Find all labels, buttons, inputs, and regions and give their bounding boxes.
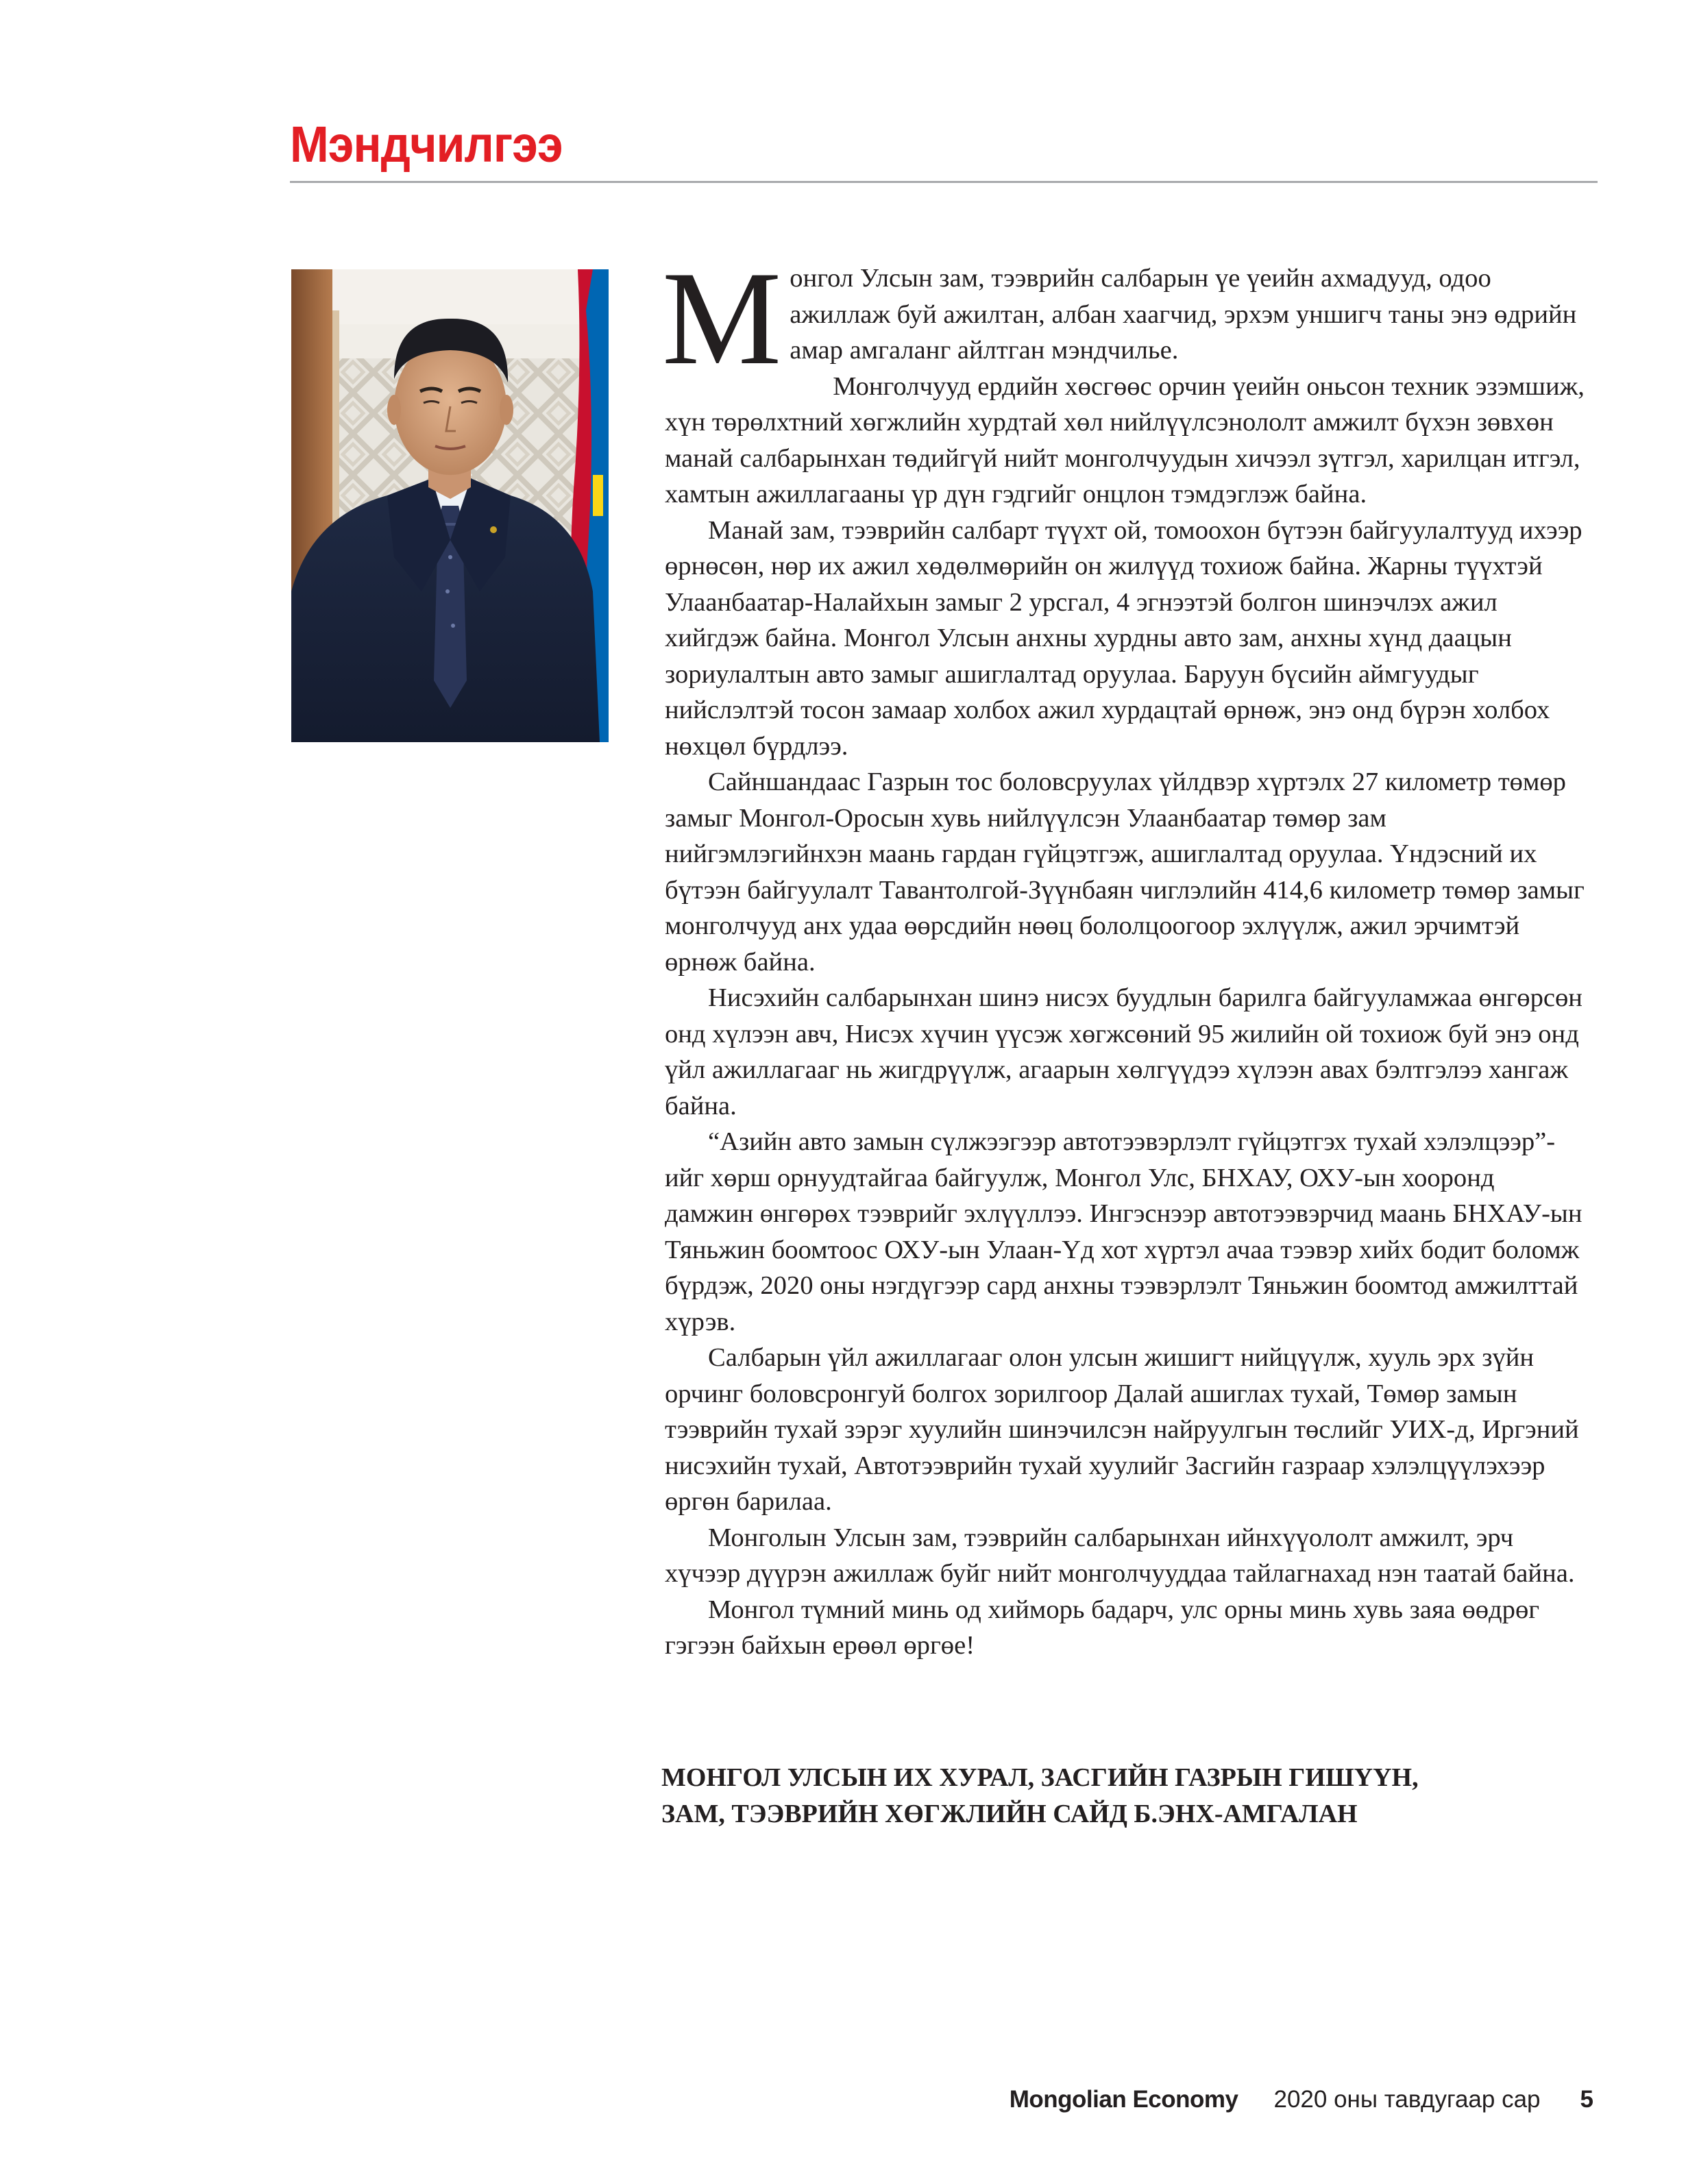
- page-footer: [1010, 2086, 1593, 2118]
- minister-portrait: [291, 269, 609, 742]
- issue-date: 2020 оны тавдугаар сар: [1273, 2086, 1541, 2113]
- magazine-name: Mongolian Economy: [1009, 2086, 1238, 2113]
- opening-paragraph: [662, 244, 1587, 393]
- paragraph: Манай зам, тээврийн салбарт түүхт ой, томоохон бүтээн байгуулалтууд ихээр өрнөсөн, нөр их ажил хөдөлмөрийн он жилүүд тохиож байна. Жарны түүхтэй Улаанбаатар-Налайхын замыг 2 урсгал, 4 эгнээтэй болгон шинэчлэх ажил хийгдэж байна. Монгол Улсын анхны хурдны авто зам, анхны хүнд даацын зориулалтын авто замыг ашиглалтад оруулаа. Баруун бүсийн аймгуудыг нийслэлтэй тосон замаар холбох ажил хурдацтай өрнөж, энэ онд бүрэн холбох нөхцөл бүрдлээ.: [665, 515, 1582, 761]
- signature-line: ЗАМ, ТЭЭВРИЙН ХӨГЖЛИЙН САЙД Б.ЭНХ-АМГАЛАН: [661, 1800, 1358, 1828]
- page-title: Мэндчилгээ: [290, 116, 563, 173]
- opening-text: онгол Улсын зам, тээврийн салбарын үе үеийн ахмадууд, одоо ажиллаж буй ажилтан, албан хаагчид, эрхэм уншигч таны энэ өдрийн амар амгаланг айлтган мэндчилье.: [790, 264, 1577, 365]
- paragraph: Монгол түмний минь од хийморь бадарч, улс орны минь хувь заяа өөдрөг гэгээн байхын ерөөл өргөе!: [665, 1595, 1540, 1660]
- title-divider: [290, 181, 1598, 183]
- drop-cap: М: [662, 244, 782, 393]
- paragraph: Салбарын үйл ажиллагааг олон улсын жишигт нийцүүлж, хууль эрх зүйн орчинг боловсронгуй болгох зорилгоор Далай ашиглах тухай, Төмөр замын тээврийн тухай зэрэг хуулийн шинэчилсэн найруулгын төслийг УИХ-д, Иргэний нисэхийн тухай, Автотээврийн тухай хуулийг Засгийн газраар хэлэлцүүлэхээр өргөн барилаа.: [665, 1343, 1579, 1516]
- article-body: [662, 244, 1587, 1664]
- paragraph: Монголын Улсын зам, тээврийн салбарынхан ийнхүүололт амжилт, эрч хүчээр дүүрэн ажиллаж буйг нийт монголчууддаа тайлагнахад нэн таатай байна.: [665, 1523, 1575, 1588]
- paragraph: Сайншандаас Газрын тос боловсруулах үйлдвэр хүртэлх 27 километр төмөр замыг Монгол-Оросын хувь нийлүүлсэн Улаанбаатар төмөр зам нийгэмлэгийнхэн маань гардан гүйцэтгэж, ашиглалтад оруулаа. Үндэсний их бүтээн байгуулалт Тавантолгой-Зүүнбаян чиглэлийн 414,6 километр төмөр замыг монголчууд анх удаа өөрсдийн нөөц бололцоогоор эхлүүлж, ажил эрчимтэй өрнөж байна.: [665, 768, 1585, 977]
- portrait-illustration: [291, 269, 609, 742]
- author-signature: [661, 1760, 1621, 1832]
- page-number: 5: [1580, 2086, 1593, 2113]
- paragraph: Монголчууд ердийн хөсгөөс орчин үеийн оньсон техник эзэмшиж, хүн төрөлхтний хөгжлийн хурдтай хөл нийлүүлсэнололт амжилт бүхэн зөвхөн манай салбарынхан төдийгүй нийт монголчуудын хичээл зүтгэл, харилцан итгэл, хамтын ажиллагааны үр дүн гэдгийг онцлон тэмдэглэж байна.: [665, 371, 1585, 508]
- paragraph: “Азийн авто замын сүлжээгээр автотээвэрлэлт гүйцэтгэх тухай хэлэлцээр”-ийг хөрш орнуудтайгаа байгуулж, Монгол Улс, БНХАУ, ОХУ-ын хооронд дамжин өнгөрөх тээврийг эхлүүллээ. Ингэснээр автотээвэрчид маань БНХАУ-ын Тяньжин боомтоос ОХУ-ын Улаан-Үд хот хүртэл ачаа тээвэр хийх бодит боломж бүрдэж, 2020 оны нэгдүгээр сард анхны тээвэрлэлт Тяньжин боомтод амжилттай хүрэв.: [665, 1127, 1582, 1336]
- paragraph: Нисэхийн салбарынхан шинэ нисэх буудлын барилга байгууламжаа өнгөрсөн онд хүлээн авч, Нисэх хүчин үүсэж хөгжсөний 95 жилийн ой тохиож буй энэ онд үйл ажиллагааг нь жигдрүүлж, агаарын хөлгүүдээ хүлээн авах бэлтгэлээ хангаж байна.: [665, 983, 1582, 1120]
- signature-line: МОНГОЛ УЛСЫН ИХ ХУРАЛ, ЗАСГИЙН ГАЗРЫН ГИШҮҮН,: [661, 1763, 1419, 1792]
